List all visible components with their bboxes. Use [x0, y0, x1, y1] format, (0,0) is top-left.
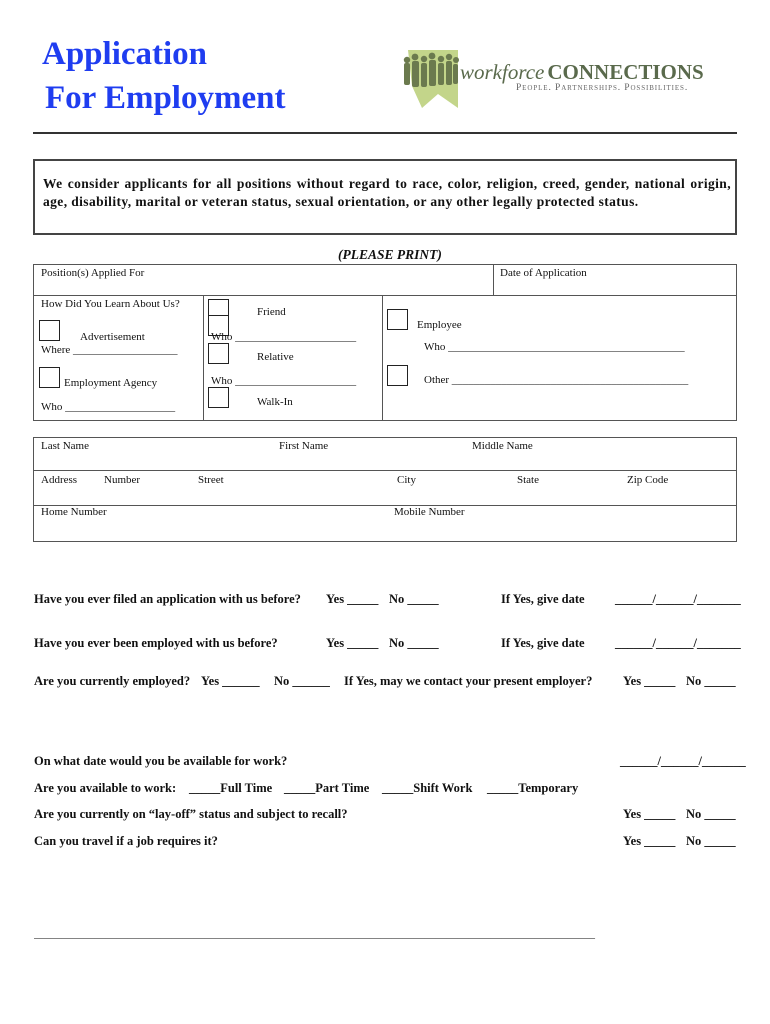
name-field[interactable]	[36, 452, 734, 468]
contact-employer-question: If Yes, may we contact your present employer?	[344, 674, 593, 688]
filed-before-date-field[interactable]: ______/______/_______	[615, 592, 741, 606]
walk-in-label: Walk-In	[257, 396, 293, 408]
column-divider	[493, 264, 494, 296]
positions-applied-label: Position(s) Applied For	[41, 267, 145, 279]
full-time-option[interactable]: _____Full Time	[189, 781, 273, 795]
positions-applied-field[interactable]	[36, 276, 491, 294]
state-label: State	[517, 474, 539, 486]
temporary-option[interactable]: _____Temporary	[487, 781, 579, 795]
address-field[interactable]	[36, 487, 734, 503]
people-silhouette-icon	[398, 46, 462, 112]
date-of-application-label: Date of Application	[500, 267, 587, 279]
contact-employer-yes[interactable]: Yes _____	[623, 674, 676, 688]
shift-work-option[interactable]: _____Shift Work	[382, 781, 473, 795]
filed-before-ifyes-label: If Yes, give date	[501, 592, 585, 606]
header-divider	[33, 132, 737, 134]
logo-text-caps: CONNECTIONS	[547, 60, 704, 84]
advertisement-checkbox[interactable]	[39, 320, 60, 341]
page-title-line2: For Employment	[45, 80, 286, 116]
availability-question: Are you available to work:	[34, 781, 177, 795]
travel-question: Can you travel if a job requires it?	[34, 834, 218, 848]
first-name-label: First Name	[279, 440, 329, 452]
advertisement-label: Advertisement	[80, 331, 145, 343]
zip-code-label: Zip Code	[627, 474, 669, 486]
logo-wordmark	[460, 60, 704, 85]
row-divider	[33, 505, 737, 506]
travel-yes[interactable]: Yes _____	[623, 834, 676, 848]
street-label: Street	[198, 474, 224, 486]
middle-name-label: Middle Name	[472, 440, 533, 452]
please-print-label: (PLEASE PRINT)	[338, 247, 442, 262]
how-learn-label: How Did You Learn About Us?	[41, 298, 180, 310]
who-employee-field[interactable]: Who ___________________________________________	[424, 341, 685, 353]
filed-before-question: Have you ever filed an application with us before?	[34, 592, 301, 606]
part-time-option[interactable]: _____Part Time	[284, 781, 370, 795]
workforce-connections-logo	[398, 46, 738, 116]
friend-label: Friend	[257, 306, 286, 318]
other-field[interactable]: Other ___________________________________________	[424, 374, 689, 386]
currently-employed-yes[interactable]: Yes ______	[201, 674, 260, 688]
employee-label: Employee	[417, 319, 462, 331]
eeo-notice-text: We consider applicants for all positions without regard to race, color, religion, creed, gender, national origin, age, disability, marital or veteran status, sexual orientation, or any other legally protected status.	[43, 176, 731, 209]
column-divider	[382, 295, 383, 421]
where-field[interactable]: Where ___________________	[41, 344, 178, 356]
currently-employed-no[interactable]: No ______	[274, 674, 330, 688]
employed-before-date-field[interactable]: ______/______/_______	[615, 636, 741, 650]
number-label: Number	[104, 474, 141, 486]
logo-text-italic: workforce	[460, 60, 545, 84]
eeo-notice-box	[33, 159, 737, 235]
who-friend-checkbox[interactable]	[208, 343, 229, 364]
available-date-question: On what date would you be available for work?	[34, 754, 288, 768]
address-label: Address	[41, 474, 78, 486]
layoff-no[interactable]: No _____	[686, 807, 736, 821]
travel-no[interactable]: No _____	[686, 834, 736, 848]
who-agency-field[interactable]: Who ____________________	[41, 401, 176, 413]
employed-before-ifyes-label: If Yes, give date	[501, 636, 585, 650]
walk-in-checkbox[interactable]	[208, 387, 229, 408]
employment-agency-label: Employment Agency	[64, 377, 158, 389]
logo-tagline: People. Partnerships. Possibilities.	[516, 83, 689, 93]
contact-employer-no[interactable]: No _____	[686, 674, 736, 688]
layoff-yes[interactable]: Yes _____	[623, 807, 676, 821]
page-title-line1: Application	[42, 36, 208, 72]
layoff-question: Are you currently on “lay-off” status and subject to recall?	[34, 807, 348, 821]
employed-before-yes[interactable]: Yes _____	[326, 636, 379, 650]
row-divider	[33, 470, 737, 471]
employed-before-no[interactable]: No _____	[389, 636, 439, 650]
city-label: City	[397, 474, 416, 486]
filed-before-yes[interactable]: Yes _____	[326, 592, 379, 606]
mobile-number-label: Mobile Number	[394, 506, 465, 518]
phone-field[interactable]	[36, 520, 734, 540]
who-relative-field[interactable]: Who ______________________	[211, 375, 357, 387]
filed-before-no[interactable]: No _____	[389, 592, 439, 606]
currently-employed-question: Are you currently employed?	[34, 674, 191, 688]
employment-agency-checkbox[interactable]	[39, 367, 60, 388]
last-name-label: Last Name	[41, 440, 89, 452]
who-friend-field[interactable]: Who ______________________	[211, 331, 357, 343]
employee-checkbox[interactable]	[387, 309, 408, 330]
employed-before-question: Have you ever been employed with us before?	[34, 636, 278, 650]
relative-label: Relative	[257, 351, 294, 363]
column-divider	[203, 295, 204, 421]
available-date-field[interactable]: ______/______/_______	[620, 754, 746, 768]
bottom-line[interactable]: ______________________________________________________________________________________________________	[34, 928, 595, 940]
other-checkbox[interactable]	[387, 365, 408, 386]
date-of-application-field[interactable]	[496, 276, 734, 294]
home-number-label: Home Number	[41, 506, 107, 518]
